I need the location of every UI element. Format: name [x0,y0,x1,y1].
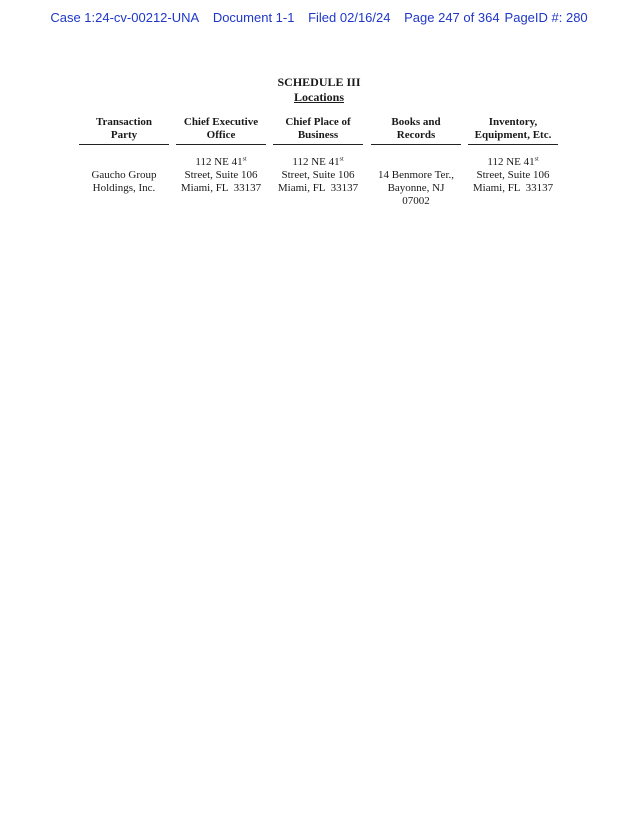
filed-date: Filed 02/16/24 [308,10,391,25]
cell-line: Bayonne, NJ [387,182,445,194]
schedule-subtitle: Locations [293,90,344,104]
header-line: Business [297,129,339,141]
schedule-title-block [0,75,638,105]
cell-line: Gaucho Group [91,169,157,181]
header-line: Party [110,129,138,141]
cell-line: 14 Benmore Ter., [377,169,454,181]
header-line: Transaction [95,116,153,128]
case-header [0,10,638,25]
cell-line: Street, Suite 106 [184,169,258,181]
ceo-address-cell [176,156,266,195]
column-header [371,116,461,145]
header-line: Equipment, Etc. [474,129,552,141]
header-line: Inventory, [488,116,538,128]
column-chief-executive-office [176,116,266,195]
cell-line: Holdings, Inc. [92,182,156,194]
ordinal-suffix: st [339,156,344,163]
column-chief-place-of-business [273,116,363,195]
schedule-title: SCHEDULE III [277,75,361,89]
column-header [176,116,266,145]
cell-line [176,156,266,169]
cell-line: Street, Suite 106 [281,169,355,181]
column-header [79,116,169,145]
cell-line: Street, Suite 106 [476,169,550,181]
column-books-and-records [371,116,461,208]
cell-line [468,156,558,169]
party-cell [79,169,169,195]
column-transaction-party [79,116,169,195]
cell-line: Miami, FL 33137 [472,182,554,194]
ordinal-suffix: st [534,156,539,163]
case-number: Case 1:24-cv-00212-UNA [50,10,200,25]
header-line: Records [396,129,436,141]
cell-line [273,156,363,169]
header-line: Chief Place of [285,116,351,128]
books-address-cell [371,169,461,208]
business-address-cell [273,156,363,195]
column-inventory-equipment [468,116,558,195]
header-line: Office [206,129,236,141]
cell-line: 07002 [402,195,430,207]
header-line: Books and [391,116,441,128]
inventory-address-cell [468,156,558,195]
ordinal-suffix: st [242,156,247,163]
document-number: Document 1-1 [212,10,295,25]
column-header [273,116,363,145]
page-id: PageID #: 280 [504,10,588,25]
column-header [468,116,558,145]
page-number: Page 247 of 364 [404,10,500,25]
street-number: 112 NE 41 [195,156,243,168]
header-line: Chief Executive [183,116,259,128]
street-number: 112 NE 41 [292,156,340,168]
street-number: 112 NE 41 [487,156,535,168]
cell-line: Miami, FL 33137 [277,182,359,194]
cell-line: Miami, FL 33137 [180,182,262,194]
